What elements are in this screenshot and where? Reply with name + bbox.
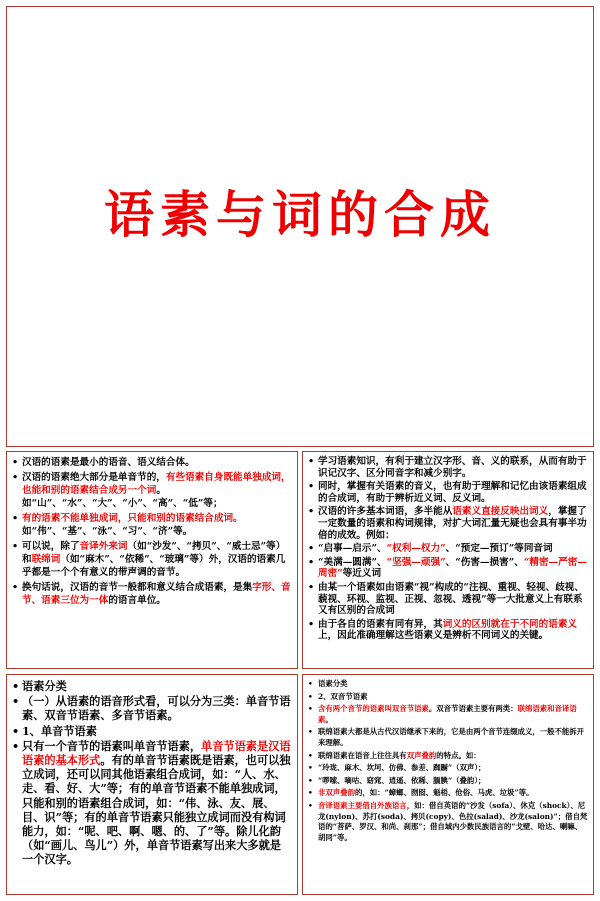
bullet-item [308,619,588,642]
bullet-item [308,704,588,725]
bullet-item [308,776,588,787]
text-run: “玲珑、麻木、坎坷、仿佛、参差、踟蹰”（双声）； [318,763,486,773]
highlight-text: 双声叠韵 [406,750,437,760]
bullet-item [308,481,588,504]
text-run: 汉语的语素绝大部分是单音节的， [22,472,166,483]
text-run: 。 [325,714,333,724]
text-run: “启事—启示”、 [318,543,387,555]
text-run: 1、单音节语素 [22,723,97,738]
bullet-item [308,727,588,748]
bullet-item [12,512,292,538]
highlight-text: 字形、音节、语素三位为一体 [22,582,291,606]
text-run: 同时，掌握有关语素的音义，也有助于理解和记忆由该语素组成的合成词，有助于辨析近义词、反义词。 [318,481,587,504]
text-run: 换句话说，汉语的音节一般都和意义结合成语素，是集 [22,582,253,593]
highlight-text: 含有两个音节的语素叫双音节语素 [318,704,429,714]
text-run: 上，因此准确理解这些语素义是辨析不同词义的关键。 [318,630,549,642]
highlight-text: “坚强—顽强” [386,556,446,568]
title-slide [6,6,594,447]
highlight-text: 有些语素自身既能单独成词，也能和别的语素结合成另一个词 [22,472,291,496]
bullet-list [303,452,593,642]
text-run: 2、双音节语素 [318,691,368,701]
text-run: （如“麻木”、“依稀”、“玻璃”等）外，汉语的语素几乎都是一个个有意义的带声调的音节。 [22,554,286,578]
text-run: 等近义词 [342,568,382,580]
text-run: 汉语的许多基本词语，多半能从 [318,506,453,518]
bullet-item [12,456,292,469]
text-run: 如“伟”、“基”、“泳”、“习”、“济”等。 [22,526,193,537]
highlight-text: 联绵语素和音译语素 [318,704,577,724]
bullet-item [308,557,588,580]
bullet-item [308,751,588,762]
bullet-list [7,675,297,867]
slide-panel-monosyllabic-morphemes [6,674,298,895]
bullet-item [308,788,588,799]
text-run: 、“伤害—损害”、 [445,556,524,568]
bullet-item [308,582,588,617]
text-run: （如“沙发”、“拷贝”、“威士忌”等）和 [22,541,286,565]
text-run: 只有一个音节的语素叫单音节语素， [22,738,202,753]
bullet-item [12,679,292,693]
bullet-item [308,679,588,690]
bullet-item [12,694,292,722]
text-run: 、“预定—预订”等同音词 [445,543,553,555]
slide-panel-morpheme-learning [302,451,594,669]
highlight-text: 音译语素主要借自外族语言 [318,800,407,810]
bullet-item [12,471,292,510]
text-run: “美满—圆满”、 [318,556,387,568]
highlight-text: 音译外来词 [79,541,128,552]
slide-title: 语素与词的合成 [104,185,496,244]
text-run: 的特点。如： [436,750,481,760]
highlight-text: 联绵词 [31,554,61,565]
bullet-item [308,456,588,479]
text-run: ，如：借自英语的“沙发（sofa）、休克（shock）、尼龙(nylon)、苏打(soda)、拷贝(copy)、色拉(salad)、沙龙(salon)”；借自梵语的“菩萨、罗汉、和尚、刹那”；借自域内少数民族语言的“戈壁、哈达、喇嘛、胡同”等。 [318,800,588,842]
highlight-text: 词义的区别就在于不同的语素义 [442,618,578,630]
text-run: 由某一个语素如由语素“视”构成的“注视、重视、轻视、歧视、藐视、环视、监视、正视、忽视、透视”等一大批意义上有联系又有区别的合成词 [318,581,584,617]
text-run: 可以说，除了 [22,541,80,552]
text-run: 语素分类 [318,679,348,688]
text-run: ，掌握了一定数量的语素和构词规律，对扩大词汇量无疑也会具有事半功倍的成效。例如： [318,506,587,541]
bullet-list [7,452,297,607]
bullet-item [12,739,292,867]
highlight-text: 有的语素不能单独成词，只能和别的语素结合成词。 [22,513,243,524]
bullet-item [12,540,292,579]
bullet-item [308,763,588,774]
text-run: 联绵语素在语音上往往具有 [318,750,407,760]
highlight-text: 单音节语素是汉语语素的基本形式 [22,738,291,768]
slide-panel-morpheme-basics [6,451,298,669]
highlight-text: 非双声叠韵 [318,788,355,798]
bullet-item [308,692,588,703]
highlight-text: 语素义直接反映出词义 [452,506,549,518]
bullet-item [12,581,292,607]
highlight-text: “精密—严密—周密” [318,556,587,580]
slide-panel-disyllabic-morphemes [302,674,594,895]
text-run: “啰嗦、嘀咕、窈窕、逍遥、依稀、腼腆”（叠韵）； [318,775,486,785]
text-run: 语素分类 [22,679,67,693]
bullet-item [308,506,588,541]
bullet-item [308,801,588,843]
text-run: 的，如：“蟑螂、囫囵、魁梧、伧俗、马虎、垃圾”等。 [354,788,534,798]
text-run: 联绵语素大都是从古代汉语继承下来的，它是由两个音节连缀成义，一般不能拆开来理解。 [318,727,585,747]
text-run: 。如“山”、“水”、“大”、“小”、“高”、“低”等； [22,485,223,509]
bullet-item [308,543,588,555]
bullet-list [303,675,593,843]
text-run: （一）从语素的语音形式看，可以分为三类：单音节语素、双音节语素、多音节语素。 [22,694,291,723]
bullet-item [12,724,292,738]
text-run: 由于各自的语素有同有异，其 [318,618,443,630]
text-run: 汉语的语素是最小的语音、语义结合体。 [22,457,195,468]
text-run: 的语言单位。 [108,595,166,606]
text-run: 学习语素知识，有利于建立汉字形、音、义的联系，从而有助于识记汉字、区分同音字和减少别字。 [318,456,587,479]
text-run: 。双音节语素主要有两类： [428,704,518,714]
highlight-text: “权利—权力” [386,543,446,555]
text-run: 。有的单音节语素既是语素，也可以独立成词，还可以同其他语素组合成词，如：“人、水、走、看、好、大”等；有的单音节语素不能单独成词，只能和别的语素组合成词，如：“伟、泳、友、展、目、识”等；有的单音节语素只能独立成词而没有构词能力，如：“呢、吧、啊、嗯、的、了”等。除儿化韵（如“画儿、鸟儿”）外，单音节语素写出来大多就是一个汉字。 [22,753,291,867]
